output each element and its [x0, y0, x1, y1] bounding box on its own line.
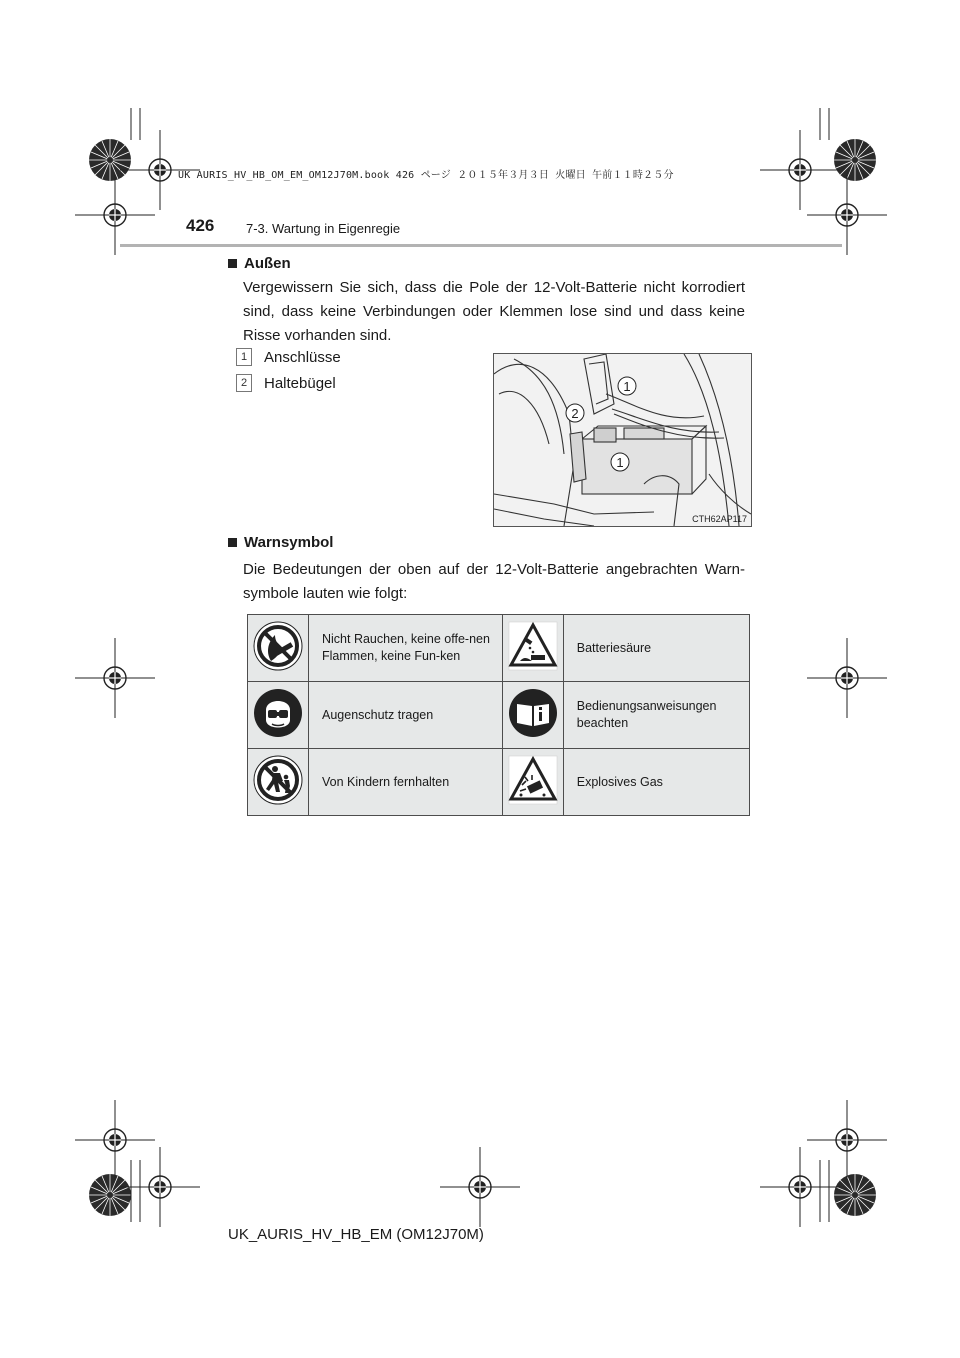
operating-instructions-icon — [508, 688, 558, 738]
callout-2 — [236, 374, 336, 392]
table-cell-label: Nicht Rauchen, keine offe-nen Flammen, keine Fun-ken — [309, 615, 503, 682]
callout-number: 1 — [236, 348, 252, 366]
no-smoking-icon — [253, 621, 303, 671]
table-row — [248, 749, 750, 816]
bullet-square-icon — [228, 538, 237, 547]
eye-protection-icon — [253, 688, 303, 738]
callout-number: 2 — [236, 374, 252, 392]
page-number: 426 — [186, 216, 215, 235]
battery-drawing — [494, 354, 751, 526]
outside-heading — [228, 255, 291, 272]
callout-label: Anschlüsse — [264, 348, 341, 366]
table-cell — [248, 749, 309, 816]
table-cell-label: Augenschutz tragen — [309, 682, 503, 749]
table-cell-label: Von Kindern fernhalten — [309, 749, 503, 816]
figure-caption: CTH62AP117 — [692, 514, 747, 524]
callout-1 — [236, 348, 341, 366]
marker-1-bottom: 1 — [616, 455, 624, 470]
table-cell — [502, 749, 563, 816]
bullet-square-icon — [228, 259, 237, 268]
marker-2: 2 — [571, 406, 579, 421]
battery-illustration — [493, 353, 752, 527]
table-cell-label: Explosives Gas — [563, 749, 749, 816]
section-title: 7-3. Wartung in Eigenregie — [246, 221, 401, 236]
table-cell — [248, 682, 309, 749]
table-row — [248, 682, 750, 749]
table-cell-label: Bedienungsanweisungen beachten — [563, 682, 749, 749]
warning-paragraph: Die Bedeutungen der oben auf der 12-Volt-Batterie angebrachten Warn-symbole lauten wie folgt: — [243, 561, 745, 602]
explosive-gas-icon — [508, 755, 558, 805]
warning-heading — [228, 534, 333, 551]
table-cell — [502, 682, 563, 749]
table-cell — [248, 615, 309, 682]
warning-heading-text: Warnsymbol — [244, 534, 334, 551]
callout-label: Haltebügel — [264, 374, 336, 392]
outside-heading-text: Außen — [244, 255, 291, 272]
battery-acid-icon — [508, 621, 558, 671]
keep-children-away-icon — [253, 755, 303, 805]
table-cell — [502, 615, 563, 682]
header-rule — [120, 244, 842, 247]
print-job-line: UK AURIS_HV_HB_OM_EM_OM12J70M.book 426 ページ ２０１５年３月３日 火曜日 午前１１時２５分 — [178, 170, 674, 181]
footer-document-code: UK_AURIS_HV_HB_EM (OM12J70M) — [228, 1226, 484, 1243]
warning-symbols-table — [247, 614, 750, 816]
marker-1-top: 1 — [623, 379, 631, 394]
outside-paragraph: Vergewissern Sie sich, dass die Pole der 12-Volt-Batterie nicht korrodiert sind, dass keine Verbindungen oder Klemmen lose sind und dass keine Risse vorhanden sind. — [243, 279, 745, 344]
table-cell-label: Batteriesäure — [563, 615, 749, 682]
table-row — [248, 615, 750, 682]
